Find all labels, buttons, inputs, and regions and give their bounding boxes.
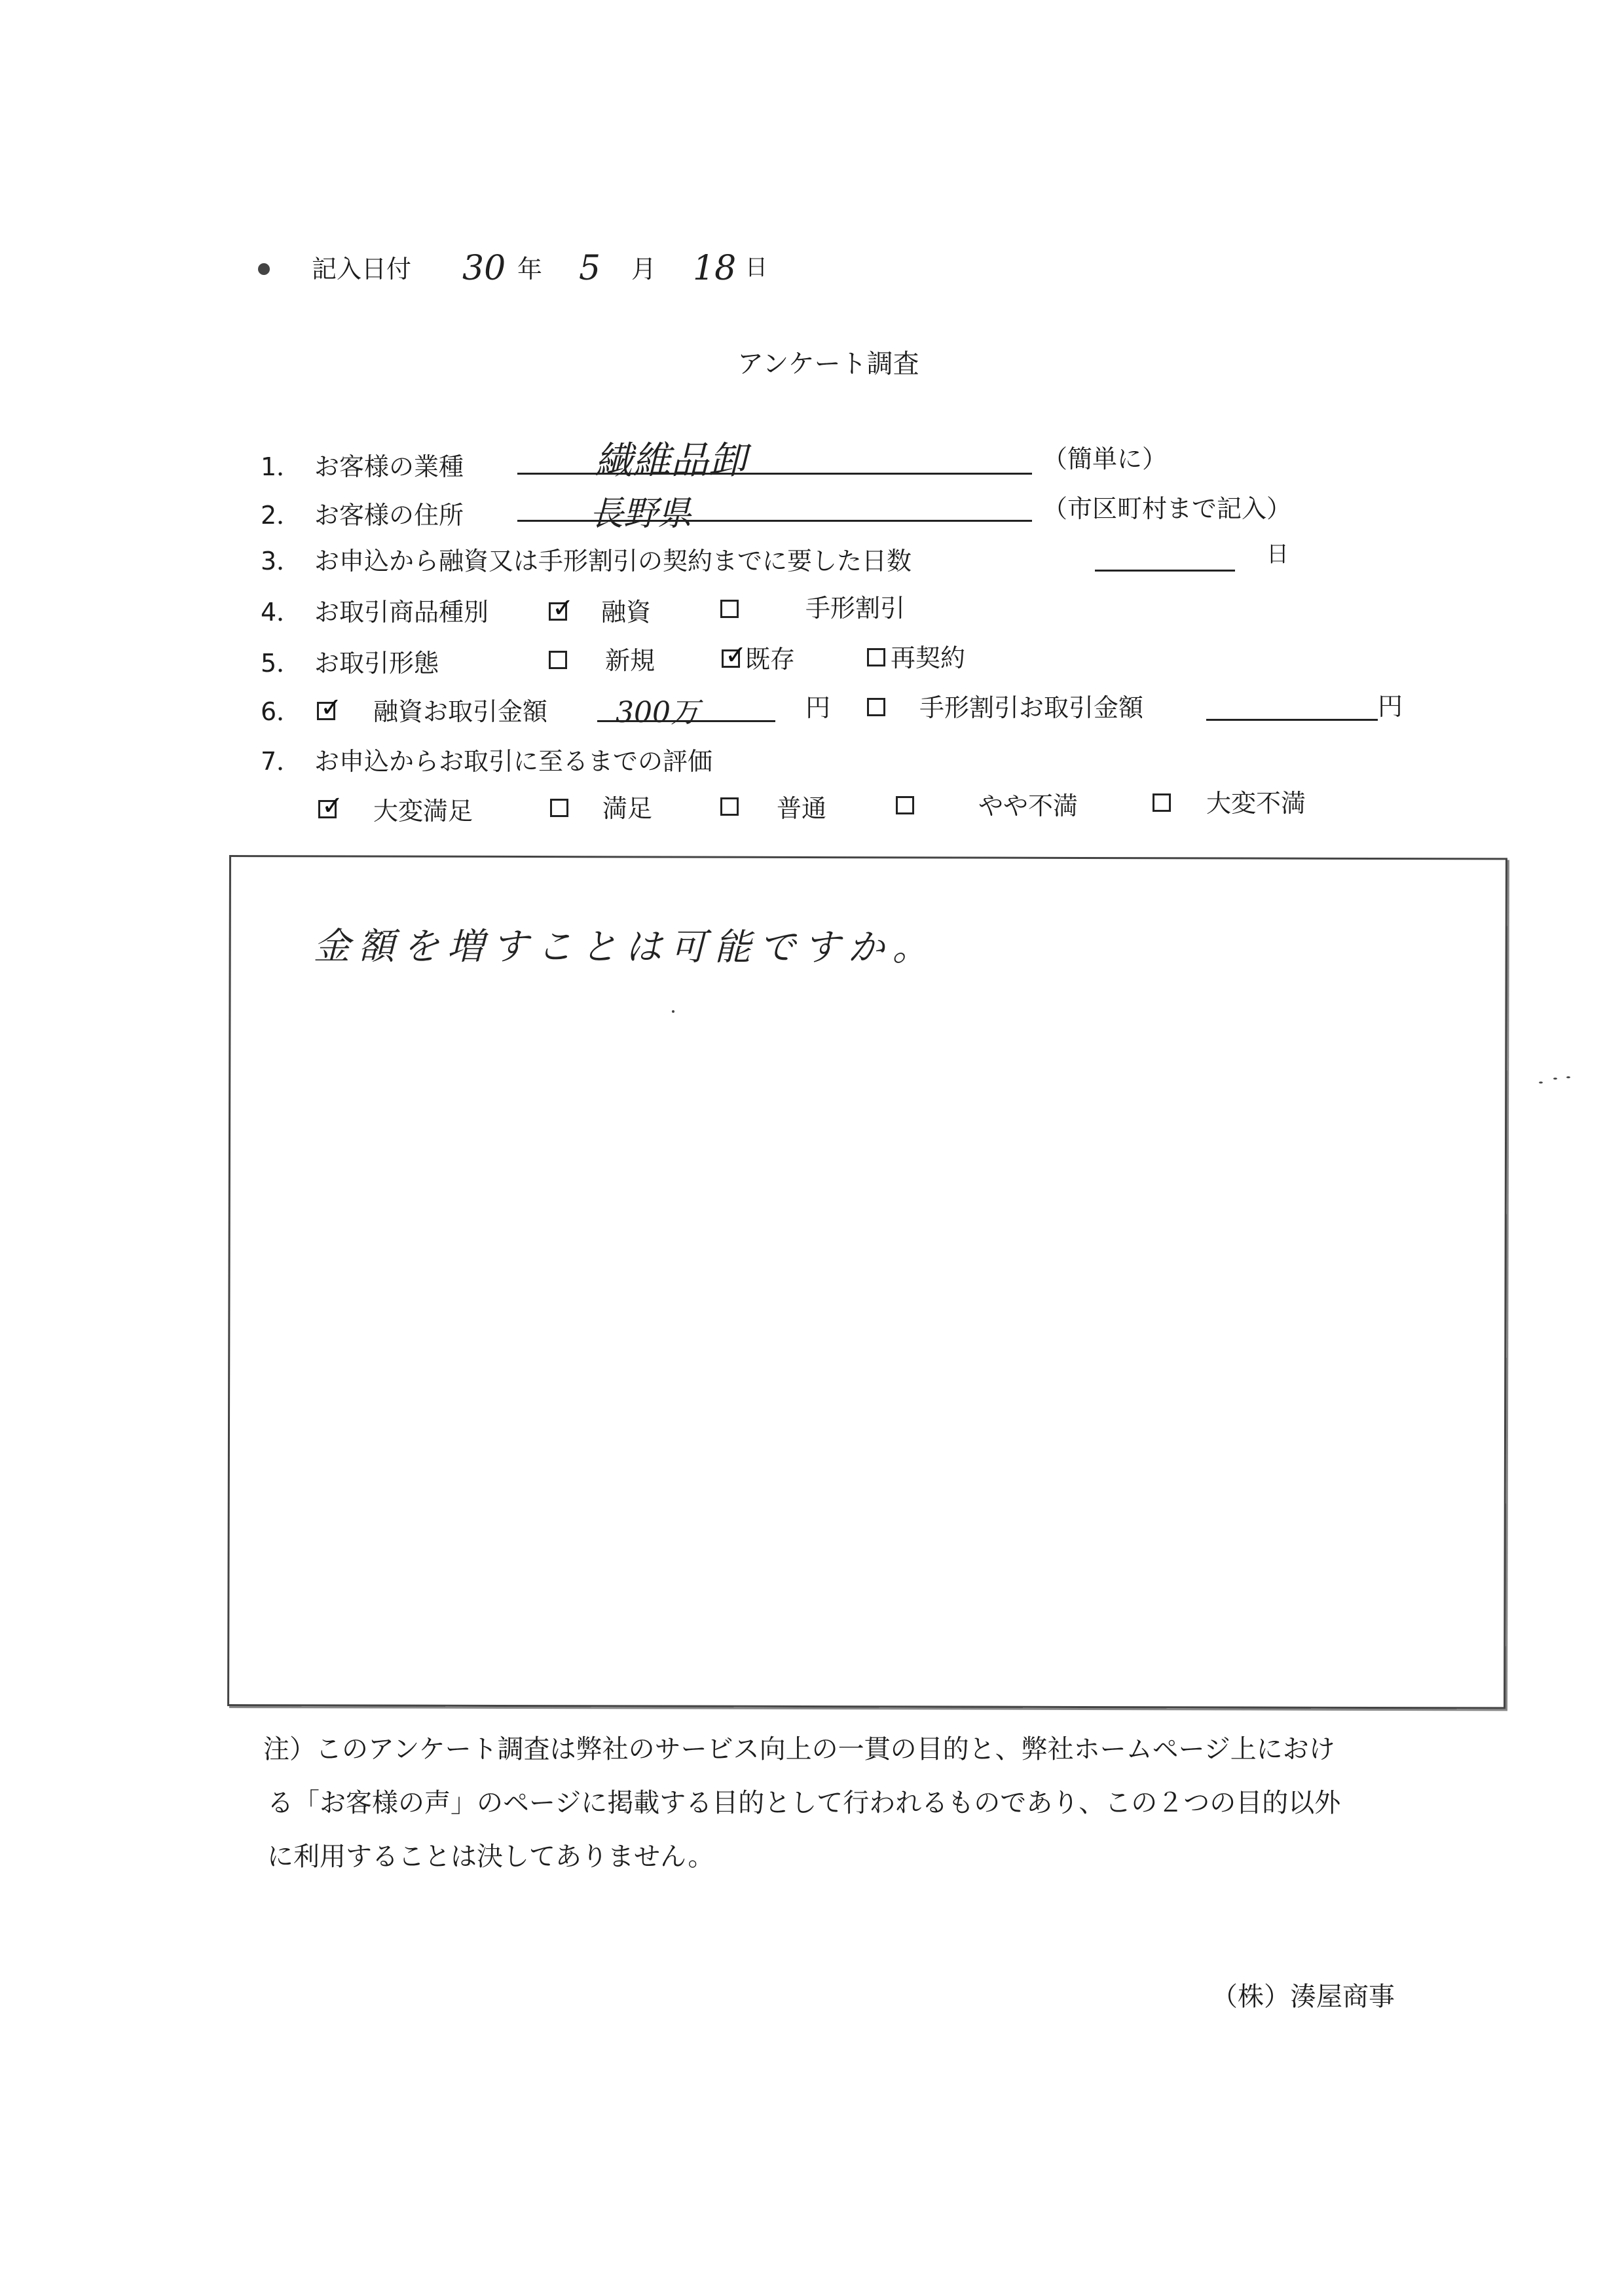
date-year-value: 30 <box>462 249 506 288</box>
company-name: （株）湊屋商事 <box>1211 1982 1395 2012</box>
q3-answer-line <box>1095 570 1235 572</box>
q5-label: お取引形態 <box>314 649 439 678</box>
date-month-unit: 月 <box>631 255 657 283</box>
q5-number: 5． <box>261 649 302 678</box>
q7-option-2-label: 普通 <box>777 794 827 823</box>
q7-option-3-label: やや不満 <box>978 792 1079 820</box>
q6-loan-checkbox[interactable] <box>317 693 342 723</box>
q4-option-1-checkbox[interactable] <box>720 600 739 618</box>
check-mark-icon: ✓ <box>725 640 747 670</box>
q5-option-0-checkbox[interactable] <box>549 651 567 669</box>
date-day-value: 18 <box>693 249 737 288</box>
q7-option-3-checkbox[interactable] <box>896 796 914 814</box>
q4-option-0-checkbox[interactable] <box>549 593 574 623</box>
q7-option-1-checkbox[interactable] <box>550 799 568 817</box>
q1-number: 1． <box>261 452 302 481</box>
comment-box[interactable] <box>227 855 1507 1709</box>
q2-hint: （市区町村まで記入） <box>1043 494 1292 523</box>
q2-number: 2． <box>261 501 302 530</box>
date-year-unit: 年 <box>517 255 543 283</box>
check-mark-icon: ✓ <box>322 791 344 821</box>
q4-number: 4． <box>261 598 302 627</box>
q7-number: 7． <box>261 747 302 776</box>
q6-number: 6． <box>261 697 302 726</box>
q2-answer: 長野県 <box>589 494 692 534</box>
check-mark-icon: ✓ <box>320 693 342 723</box>
check-mark-icon: ✓ <box>552 593 574 623</box>
date-day-unit: 日 <box>745 255 767 281</box>
q5-option-1-label: 既存 <box>745 645 796 674</box>
q6-loan-label: 融資お取引金額 <box>373 697 548 726</box>
q6-loan-unit: 円 <box>805 693 831 722</box>
scan-speck <box>1553 1078 1557 1080</box>
q5-option-2-label: 再契約 <box>891 644 966 672</box>
q6-bill-checkbox[interactable] <box>867 698 885 716</box>
q3-unit: 日 <box>1266 541 1289 568</box>
q1-answer-line <box>517 473 1032 475</box>
q6-loan-amount-line <box>597 720 775 722</box>
q5-option-1-checkbox[interactable] <box>722 640 747 670</box>
q7-option-0-label: 大変満足 <box>373 797 473 826</box>
q6-bill-unit: 円 <box>1378 692 1403 721</box>
comment-text: 金額を増すことは可能ですか。 <box>313 925 937 970</box>
q1-answer: 繊維品卸 <box>595 438 747 483</box>
note-line-1: 注）このアンケート調査は弊社のサービス向上の一貫の目的と、弊社ホームページ上におけ <box>263 1734 1335 1764</box>
scan-speck <box>1539 1082 1543 1084</box>
q7-option-0-checkbox[interactable] <box>318 791 344 821</box>
q3-number: 3． <box>261 547 302 575</box>
q6-bill-label: 手形割引お取引金額 <box>919 693 1144 722</box>
form-title: アンケート調査 <box>737 349 919 379</box>
q2-label: お客様の住所 <box>314 501 464 530</box>
q1-label: お客様の業種 <box>314 452 464 481</box>
q1-hint: （簡単に） <box>1043 445 1168 473</box>
q6-bill-amount-line <box>1206 719 1378 721</box>
note-line-3: に利用することは決してありません。 <box>267 1842 714 1872</box>
q7-option-4-checkbox[interactable] <box>1153 793 1171 812</box>
q3-label: お申込から融資又は手形割引の契約までに要した日数 <box>314 547 912 575</box>
scan-speck <box>258 263 270 275</box>
q5-option-2-checkbox[interactable] <box>867 648 885 666</box>
note-line-2: る「お客様の声」のページに掲載する目的として行われるものであり、この２つの目的以外 <box>267 1788 1341 1818</box>
q6-loan-amount: 300万 <box>616 696 699 729</box>
date-label: 記入日付 <box>312 255 412 283</box>
q7-option-1-label: 満足 <box>602 794 653 823</box>
q7-option-4-label: 大変不満 <box>1206 789 1306 818</box>
q4-option-1-label: 手形割引 <box>805 594 906 623</box>
q5-option-0-label: 新規 <box>605 646 655 675</box>
q4-option-0-label: 融資 <box>601 598 652 627</box>
q2-answer-line <box>517 520 1032 522</box>
q4-label: お取引商品種別 <box>314 598 489 627</box>
scan-speck <box>1566 1076 1570 1078</box>
q7-option-2-checkbox[interactable] <box>720 797 739 816</box>
q7-label: お申込からお取引に至るまでの評価 <box>314 747 713 776</box>
date-month-value: 5 <box>579 249 601 288</box>
